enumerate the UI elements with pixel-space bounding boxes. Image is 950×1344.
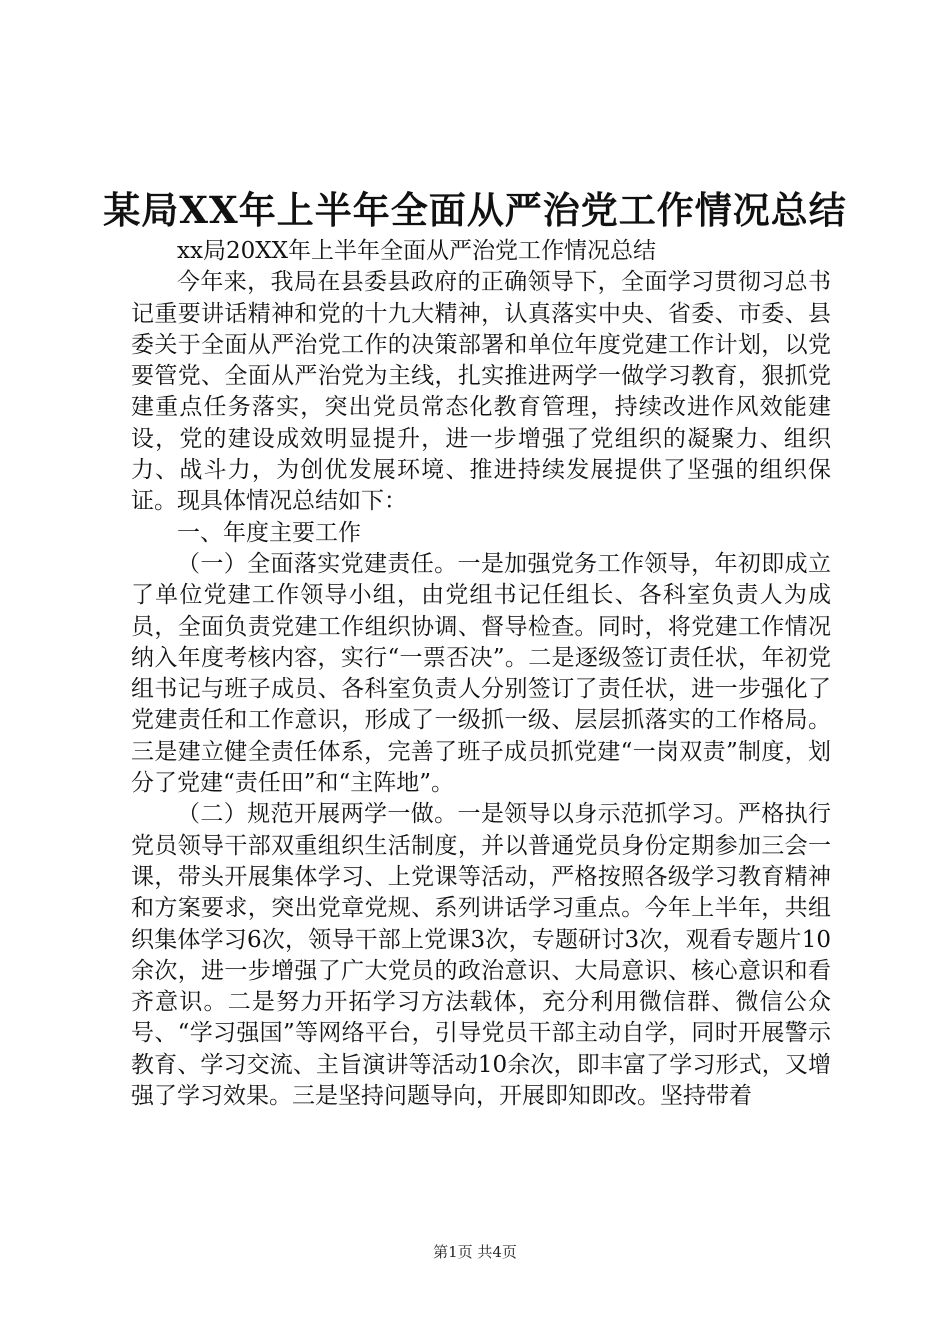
body-paragraph: （一）全面落实党建责任。一是加强党务工作领导，年初即成立了单位党建工作领导小组，由党组书记任组长、各科室负责人为成员，全面负责党建工作组织协调、督导检查。同时，将党建工作情况纳入年度考核内容，实行“一票否决”。二是逐级签订责任状，年初党组书记与班子成员、各科室负责人分别签订了责任状，进一步强化了党建责任和工作意识，形成了一级抓一级、层层抓落实的工作格局。三是建立健全责任体系，完善了班子成员抓党建“一岗双责”制度，划分了党建“责任田”和“主阵地”。 [131, 550, 831, 797]
document-title: 某局XX年上半年全面从严治党工作情况总结 [103, 188, 847, 232]
intro-paragraph: 今年来，我局在县委县政府的正确领导下，全面学习贯彻习总书记重要讲话精神和党的十九大精神，认真落实中央、省委、市委、县委关于全面从严治党工作的决策部署和单位年度党建工作计划，以党要管党、全面从严治党为主线，扎实推进两学一做学习教育，狠抓党建重点任务落实，突出党员常态化教育管理，持续改进作风效能建设，党的建设成效明显提升，进一步增强了党组织的凝聚力、组织力、战斗力，为创优发展环境、推进持续发展提供了坚强的组织保证。现具体情况总结如下： [131, 269, 831, 515]
subtitle-paragraph: xx局20XX年上半年全面从严治党工作情况总结 [177, 238, 656, 264]
section-heading: 一、年度主要工作 [177, 519, 361, 546]
page-footer: 第1页 共4页 [433, 1243, 517, 1261]
body-paragraph: （二）规范开展两学一做。一是领导以身示范抓学习。严格执行党员领导干部双重组织生活制度，并以普通党员身份定期参加三会一课，带头开展集体学习、上党课等活动，严格按照各级学习教育精神和方案要求，突出党章党规、系列讲话学习重点。今年上半年，共组织集体学习6次，领导干部上党课3次，专题研讨3次，观看专题片10余次，进一步增强了广大党员的政治意识、大局意识、核心意识和看齐意识。二是努力开拓学习方法载体，充分利用微信群、微信公众号、“学习强国”等网络平台，引导党员干部主动自学，同时开展警示教育、学习交流、主旨演讲等活动10余次，即丰富了学习形式，又增强了学习效果。三是坚持问题导向，开展即知即改。坚持带着 [131, 801, 831, 1110]
document-body [131, 236, 831, 1112]
